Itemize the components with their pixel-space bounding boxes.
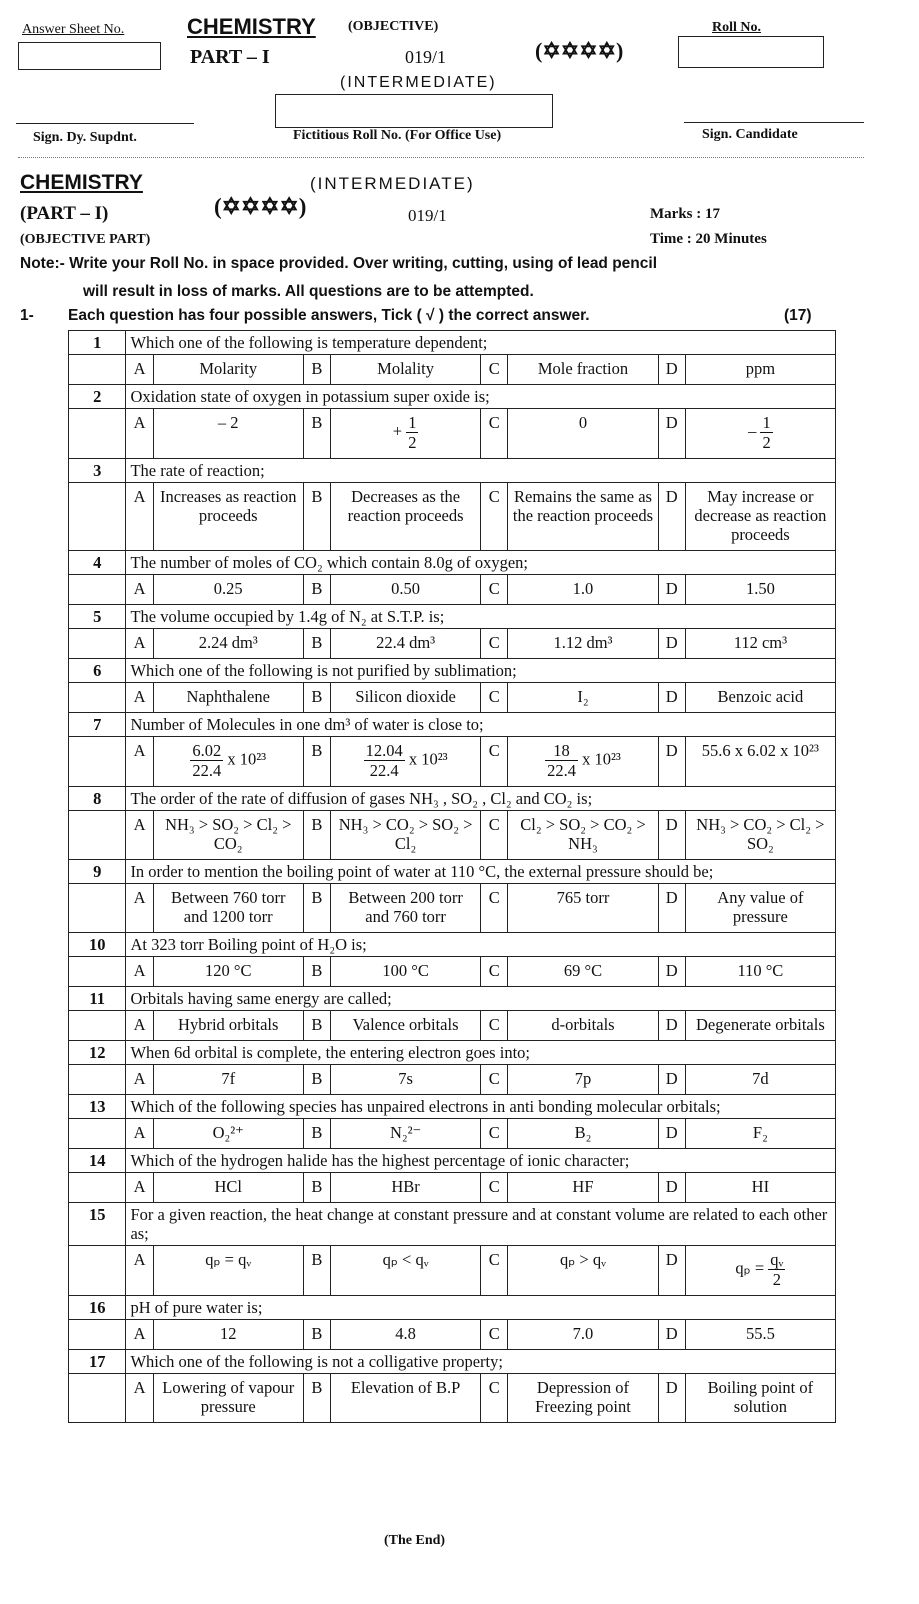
option-prefix: qₚ = [735, 1258, 769, 1278]
header-objective: (OBJECTIVE) [348, 19, 439, 34]
options-row [69, 737, 836, 787]
question-text: Orbitals having same energy are called; [126, 987, 836, 1011]
option-b[interactable]: Valence orbitals [331, 1011, 481, 1041]
empty-cell [69, 483, 126, 551]
option-b[interactable]: HBr [331, 1173, 481, 1203]
option-letter: A [126, 737, 153, 787]
option-d[interactable]: 1.50 [685, 575, 835, 605]
option-letter: D [658, 1119, 685, 1149]
option-a[interactable]: 120 °C [153, 957, 303, 987]
option-a[interactable]: Increases as reaction proceeds [153, 483, 303, 551]
option-letter: D [658, 629, 685, 659]
instruction-marks: (17) [784, 307, 812, 324]
option-c[interactable]: 1.12 dm³ [508, 629, 658, 659]
option-d[interactable]: Boiling point of solution [685, 1374, 835, 1423]
empty-cell [69, 957, 126, 987]
option-d[interactable]: Benzoic acid [685, 683, 835, 713]
option-letter: A [126, 575, 153, 605]
option-letter: D [658, 1173, 685, 1203]
question-number: 14 [69, 1149, 126, 1173]
option-c[interactable]: Mole fraction [508, 355, 658, 385]
option-letter: A [126, 1119, 153, 1149]
option-b[interactable]: 4.8 [331, 1320, 481, 1350]
question-number: 8 [69, 787, 126, 811]
question-row [69, 1350, 836, 1374]
options-row [69, 1065, 836, 1095]
option-c[interactable]: Depression of Freezing point [508, 1374, 658, 1423]
option-b[interactable]: 100 °C [331, 957, 481, 987]
option-letter: B [303, 884, 330, 933]
question-text: When 6d orbital is complete, the entering electron goes into; [126, 1041, 836, 1065]
numerator: 1 [408, 413, 417, 432]
fraction [190, 741, 223, 780]
option-a[interactable]: NH₃ > SO₂ > Cl₂ > CO₂ [153, 811, 303, 860]
option-letter: D [658, 811, 685, 860]
fraction [406, 413, 418, 452]
question-text: Which one of the following is temperature dependent; [126, 331, 836, 355]
mcq-table [68, 330, 836, 1423]
header-stars: (✡✡✡✡) [535, 38, 624, 63]
option-letter: D [658, 1011, 685, 1041]
fraction [760, 413, 772, 452]
question-row [69, 713, 836, 737]
option-d[interactable]: 112 cm³ [685, 629, 835, 659]
question-row [69, 551, 836, 575]
question-text: At 323 torr Boiling point of H₂O is; [126, 933, 836, 957]
sign-supdt-label: Sign. Dy. Supdnt. [33, 130, 137, 145]
question-row [69, 787, 836, 811]
option-c[interactable]: d-orbitals [508, 1011, 658, 1041]
option-letter: C [481, 1065, 508, 1095]
denominator: 2 [408, 433, 417, 452]
question-number: 4 [69, 551, 126, 575]
question-text: Which one of the following is not purified by sublimation; [126, 659, 836, 683]
empty-cell [69, 575, 126, 605]
option-a[interactable]: 2.24 dm³ [153, 629, 303, 659]
denominator: 22.4 [547, 761, 576, 780]
question-text: For a given reaction, the heat change at constant pressure and at constant volume are related to each other as; [126, 1203, 836, 1246]
option-b[interactable]: Decreases as the reaction proceeds [331, 483, 481, 551]
question-number: 1 [69, 331, 126, 355]
option-letter: A [126, 957, 153, 987]
option-a[interactable]: qₚ = qᵥ [153, 1246, 303, 1296]
option-letter: A [126, 1320, 153, 1350]
empty-cell [69, 1065, 126, 1095]
option-a[interactable]: Hybrid orbitals [153, 1011, 303, 1041]
options-row [69, 683, 836, 713]
option-letter: D [658, 1320, 685, 1350]
option-letter: B [303, 683, 330, 713]
empty-cell [69, 811, 126, 860]
empty-cell [69, 683, 126, 713]
note-line-2: will result in loss of marks. All questions are to be attempted. [83, 283, 534, 300]
option-d[interactable]: 110 °C [685, 957, 835, 987]
option-b[interactable]: qₚ < qᵥ [331, 1246, 481, 1296]
question-number: 17 [69, 1350, 126, 1374]
option-b[interactable]: 7s [331, 1065, 481, 1095]
options-row [69, 1119, 836, 1149]
option-letter: D [658, 957, 685, 987]
option-suffix: x 10²³ [577, 749, 621, 769]
option-letter: B [303, 629, 330, 659]
denominator: 2 [762, 433, 771, 452]
option-letter: C [481, 629, 508, 659]
option-c[interactable]: Remains the same as the reaction proceeds [508, 483, 658, 551]
option-b[interactable]: Silicon dioxide [331, 683, 481, 713]
header-code: 019/1 [405, 47, 447, 67]
question-row [69, 1149, 836, 1173]
option-letter: B [303, 409, 330, 459]
question-text: Oxidation state of oxygen in potassium super oxide is; [126, 385, 836, 409]
question-number: 12 [69, 1041, 126, 1065]
option-letter: A [126, 1011, 153, 1041]
option-d[interactable]: 55.6 x 6.02 x 10²³ [685, 737, 835, 787]
option-c[interactable]: Cl₂ > SO₂ > CO₂ > NH₃ [508, 811, 658, 860]
header-subject: CHEMISTRY [187, 14, 316, 39]
question-row [69, 1296, 836, 1320]
question-number: 16 [69, 1296, 126, 1320]
option-letter: B [303, 355, 330, 385]
option-letter: D [658, 575, 685, 605]
answer-sheet-label: Answer Sheet No. [22, 22, 125, 37]
option-letter: D [658, 1374, 685, 1423]
option-letter: C [481, 811, 508, 860]
paper-level: (INTERMEDIATE) [310, 174, 475, 193]
fictitious-roll-label: Fictitious Roll No. (For Office Use) [293, 128, 502, 143]
option-letter: C [481, 409, 508, 459]
options-row [69, 483, 836, 551]
option-letter: C [481, 1173, 508, 1203]
option-letter: A [126, 811, 153, 860]
option-b[interactable]: 22.4 dm³ [331, 629, 481, 659]
question-text: Number of Molecules in one dm³ of water is close to; [126, 713, 836, 737]
option-letter: C [481, 575, 508, 605]
option-letter: A [126, 683, 153, 713]
option-d[interactable]: ppm [685, 355, 835, 385]
empty-cell [69, 355, 126, 385]
option-a[interactable]: Molarity [153, 355, 303, 385]
option-c[interactable] [508, 737, 658, 787]
question-row [69, 1095, 836, 1119]
option-d[interactable]: F₂ [685, 1119, 835, 1149]
option-d[interactable]: HI [685, 1173, 835, 1203]
objective-part: (OBJECTIVE PART) [20, 232, 151, 247]
question-text: The number of moles of CO₂ which contain 8.0g of oxygen; [126, 551, 836, 575]
options-row [69, 1320, 836, 1350]
options-row [69, 1374, 836, 1423]
note-line-1: Note:- Write your Roll No. in space provided. Over writing, cutting, using of lead pencil [20, 255, 657, 272]
question-text: The volume occupied by 1.4g of N₂ at S.T.P. is; [126, 605, 836, 629]
option-a[interactable] [153, 737, 303, 787]
question-number: 3 [69, 459, 126, 483]
question-number: 9 [69, 860, 126, 884]
option-letter: D [658, 683, 685, 713]
question-row [69, 331, 836, 355]
sign-candidate-label: Sign. Candidate [702, 127, 798, 142]
option-a[interactable]: Naphthalene [153, 683, 303, 713]
option-c[interactable]: qₚ > qᵥ [508, 1246, 658, 1296]
numerator: qᵥ [770, 1250, 784, 1269]
option-a[interactable]: 7f [153, 1065, 303, 1095]
option-letter: D [658, 884, 685, 933]
question-row [69, 385, 836, 409]
option-suffix: x 10²³ [223, 749, 267, 769]
option-letter: D [658, 355, 685, 385]
denominator: 2 [772, 1270, 781, 1289]
option-letter: A [126, 884, 153, 933]
option-letter: C [481, 1119, 508, 1149]
option-b[interactable]: 0.50 [331, 575, 481, 605]
option-letter: B [303, 1011, 330, 1041]
option-letter: A [126, 409, 153, 459]
fraction [364, 741, 405, 780]
option-d[interactable]: 55.5 [685, 1320, 835, 1350]
option-letter: A [126, 1374, 153, 1423]
question-number: 2 [69, 385, 126, 409]
options-row [69, 1011, 836, 1041]
fraction [768, 1250, 785, 1289]
option-letter: C [481, 483, 508, 551]
options-row [69, 1173, 836, 1203]
option-letter: A [126, 1246, 153, 1296]
header-level: (INTERMEDIATE) [340, 74, 497, 91]
option-a[interactable]: 12 [153, 1320, 303, 1350]
option-letter: B [303, 811, 330, 860]
options-row [69, 575, 836, 605]
question-number: 13 [69, 1095, 126, 1119]
signature-line [16, 123, 194, 124]
option-c[interactable]: 7.0 [508, 1320, 658, 1350]
option-letter: D [658, 1246, 685, 1296]
empty-cell [69, 1011, 126, 1041]
header-part: PART – I [190, 46, 270, 68]
empty-cell [69, 737, 126, 787]
option-d[interactable]: NH₃ > CO₂ > Cl₂ > SO₂ [685, 811, 835, 860]
option-b[interactable]: Between 200 torr and 760 torr [331, 884, 481, 933]
option-letter: B [303, 1320, 330, 1350]
option-letter: C [481, 1320, 508, 1350]
option-letter: A [126, 1065, 153, 1095]
empty-cell [69, 1374, 126, 1423]
option-letter: B [303, 483, 330, 551]
option-letter: B [303, 1374, 330, 1423]
option-b[interactable]: Molality [331, 355, 481, 385]
option-letter: D [658, 1065, 685, 1095]
paper-subject: CHEMISTRY [20, 171, 143, 194]
question-number: 1- [20, 307, 34, 324]
question-text: Which one of the following is not a colligative property; [126, 1350, 836, 1374]
question-number: 10 [69, 933, 126, 957]
fictitious-roll-box[interactable] [275, 94, 553, 128]
empty-cell [69, 409, 126, 459]
question-row [69, 1041, 836, 1065]
question-number: 6 [69, 659, 126, 683]
option-letter: C [481, 1011, 508, 1041]
option-letter: B [303, 737, 330, 787]
option-letter: A [126, 355, 153, 385]
option-c[interactable]: 69 °C [508, 957, 658, 987]
question-row [69, 605, 836, 629]
option-d[interactable]: Degenerate orbitals [685, 1011, 835, 1041]
option-d[interactable] [685, 1246, 835, 1296]
the-end: (The End) [384, 1533, 446, 1548]
option-a[interactable]: O₂²⁺ [153, 1119, 303, 1149]
option-c[interactable]: 765 torr [508, 884, 658, 933]
numerator: 18 [545, 741, 578, 761]
fraction [545, 741, 578, 780]
option-b[interactable]: N₂²⁻ [331, 1119, 481, 1149]
option-d[interactable]: May increase or decrease as reaction proceeds [685, 483, 835, 551]
empty-cell [69, 884, 126, 933]
marks: Marks : 17 [650, 206, 720, 222]
question-row [69, 659, 836, 683]
option-d[interactable]: 7d [685, 1065, 835, 1095]
paper-code: 019/1 [408, 206, 447, 225]
options-row [69, 629, 836, 659]
numerator: 6.02 [192, 741, 222, 760]
option-letter: C [481, 957, 508, 987]
option-c[interactable]: 1.0 [508, 575, 658, 605]
paper-stars: (✡✡✡✡) [214, 194, 307, 219]
option-letter: B [303, 1246, 330, 1296]
numerator: 12.04 [365, 741, 403, 760]
option-b[interactable] [331, 737, 481, 787]
option-letter: A [126, 629, 153, 659]
option-d[interactable]: Any value of pressure [685, 884, 835, 933]
option-d[interactable] [685, 409, 835, 459]
options-row [69, 957, 836, 987]
question-number: 11 [69, 987, 126, 1011]
answer-sheet-box[interactable] [18, 42, 161, 70]
option-c[interactable]: I₂ [508, 683, 658, 713]
option-prefix: – [748, 421, 761, 441]
empty-cell [69, 1173, 126, 1203]
option-letter: C [481, 737, 508, 787]
option-letter: B [303, 575, 330, 605]
option-a[interactable]: – 2 [153, 409, 303, 459]
option-letter: A [126, 1173, 153, 1203]
question-row [69, 987, 836, 1011]
question-number: 5 [69, 605, 126, 629]
signature-line [684, 122, 864, 123]
question-row [69, 933, 836, 957]
empty-cell [69, 629, 126, 659]
roll-number-box[interactable] [678, 36, 824, 68]
question-text: Which of the following species has unpaired electrons in anti bonding molecular orbitals; [126, 1095, 836, 1119]
question-text: The order of the rate of diffusion of gases NH₃ , SO₂ , Cl₂ and CO₂ is; [126, 787, 836, 811]
option-letter: D [658, 409, 685, 459]
paper-part: (PART – I) [20, 203, 109, 224]
option-b[interactable] [331, 409, 481, 459]
option-letter: B [303, 1065, 330, 1095]
option-c[interactable]: HF [508, 1173, 658, 1203]
option-letter: B [303, 957, 330, 987]
option-b[interactable]: Elevation of B.P [331, 1374, 481, 1423]
question-text: Which of the hydrogen halide has the highest percentage of ionic character; [126, 1149, 836, 1173]
option-letter: C [481, 1246, 508, 1296]
option-a[interactable]: Between 760 torr and 1200 torr [153, 884, 303, 933]
question-text: pH of pure water is; [126, 1296, 836, 1320]
instruction: Each question has four possible answers, Tick ( √ ) the correct answer. [68, 307, 590, 324]
option-a[interactable]: 0.25 [153, 575, 303, 605]
cut-line [18, 157, 864, 158]
option-letter: D [658, 483, 685, 551]
option-letter: B [303, 1173, 330, 1203]
option-letter: B [303, 1119, 330, 1149]
option-letter: D [658, 737, 685, 787]
options-row [69, 811, 836, 860]
options-row [69, 355, 836, 385]
option-letter: C [481, 884, 508, 933]
option-letter: C [481, 1374, 508, 1423]
question-number: 15 [69, 1203, 126, 1246]
option-c[interactable]: 7p [508, 1065, 658, 1095]
option-letter: A [126, 483, 153, 551]
options-row [69, 884, 836, 933]
option-a[interactable]: Lowering of vapour pressure [153, 1374, 303, 1423]
numerator: 1 [762, 413, 771, 432]
denominator: 22.4 [369, 761, 399, 780]
question-number: 7 [69, 713, 126, 737]
option-a[interactable]: HCl [153, 1173, 303, 1203]
option-letter: C [481, 355, 508, 385]
question-row [69, 860, 836, 884]
empty-cell [69, 1246, 126, 1296]
question-text: The rate of reaction; [126, 459, 836, 483]
option-suffix: x 10²³ [404, 749, 448, 769]
option-c[interactable]: B₂ [508, 1119, 658, 1149]
empty-cell [69, 1119, 126, 1149]
time: Time : 20 Minutes [650, 231, 767, 247]
empty-cell [69, 1320, 126, 1350]
question-row [69, 459, 836, 483]
question-text: In order to mention the boiling point of water at 110 °C, the external pressure should be; [126, 860, 836, 884]
option-letter: C [481, 683, 508, 713]
options-row [69, 1246, 836, 1296]
roll-label: Roll No. [712, 20, 761, 35]
question-row [69, 1203, 836, 1246]
option-c[interactable]: 0 [508, 409, 658, 459]
option-prefix: + [392, 421, 407, 441]
options-row [69, 409, 836, 459]
option-b[interactable]: NH₃ > CO₂ > SO₂ > Cl₂ [331, 811, 481, 860]
denominator: 22.4 [192, 761, 222, 780]
